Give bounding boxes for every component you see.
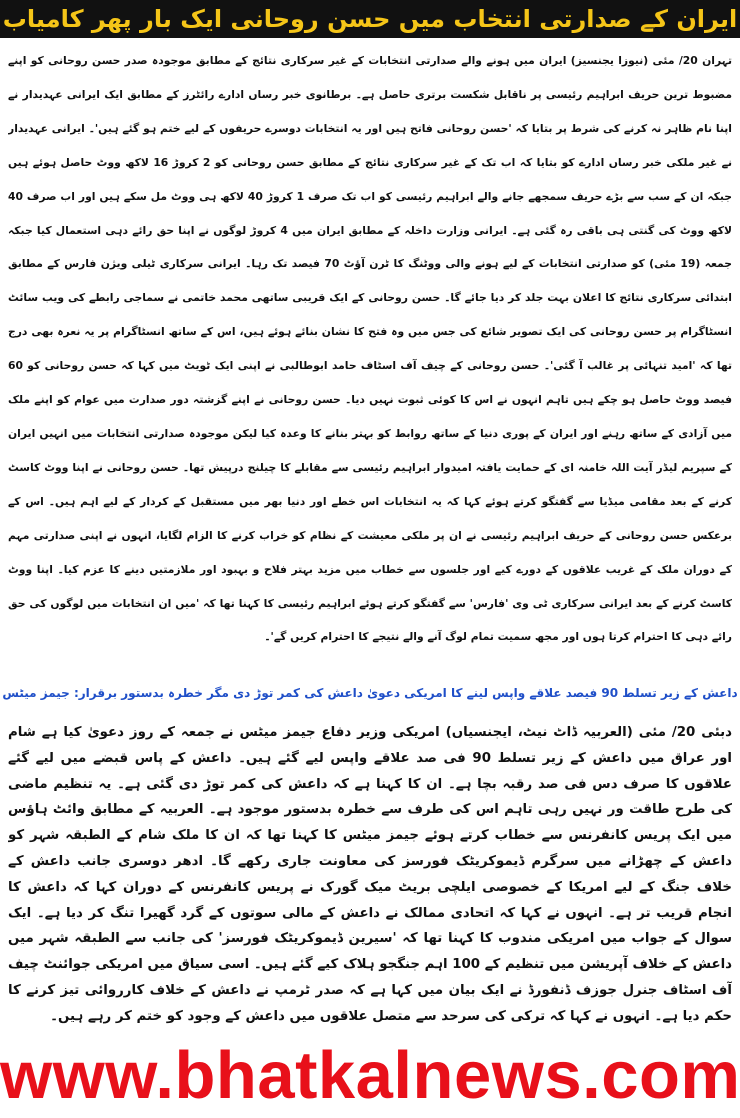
- main-headline: ایران کے صدارتی انتخاب میں حسن روحانی ایک بار پھر کامیاب: [2, 5, 738, 33]
- article2-headline: داعش کے زیر تسلط 90 فیصد علاقے واپس لینے کا امریکی دعویٰ داعش کی کمر توڑ دی مگر خطرہ بدستور برقرار: جیمز میٹس: [2, 686, 738, 700]
- article2-body: دبئی 20/ مئی (العربیہ ڈاٹ نیٹ، ایجنسیاں) امریکی وزیر دفاع جیمز میٹس نے جمعہ کے روز دعویٰ کیا ہے شام اور عراق میں داعش کے زیر تسلط 90 فی صد علاقے واپس لیے گئے ہیں۔ داعش کے پاس قبضے میں لیے گئے علاقوں کا صرف دس فی صد رقبہ بچا ہے۔ ان کا کہنا ہے کہ داعش کی کمر توڑ دی گئی ہے۔ یہ تنظیم ماضی کی طرح طاقت ور نہیں رہی تاہم اس کی طرف سے خطرہ بدستور موجود ہے۔ العربیہ کے مطابق وائٹ ہاؤس میں ایک پریس کانفرنس سے خطاب کرتے ہوئے جیمز میٹس کا کہنا تھا کہ ان کا ملک شام کے الطبقہ شہر کو داعش کے چھڑانے میں سرگرم ڈیموکریٹک فورسز کی معاونت جاری رکھے گا۔ ادھر دوسری جانب داعش کے خلاف جنگ کے لیے امریکا کے خصوصی ایلچی بریٹ میک گورک نے پریس کانفرنس کے دوران کہا کہ داعش کا انجام قریب تر ہے۔ انہوں نے کہا کہ اتحادی ممالک نے داعش کے مالی سوتوں کے گرد گھیرا تنگ کر دیا ہے۔ ایک سوال کے جواب میں امریکی مندوب کا کہنا تھا کہ 'سیرین ڈیموکریٹک فورسز' کی جانب سے الطبقہ شہر میں داعش کے خلاف آپریشن میں تنظیم کے 100 اہم جنگجو ہلاک کیے گئے ہیں۔ اسی سیاق میں امریکی جوائنٹ چیف آف اسٹاف جنرل جوزف ڈنفورڈ نے ایک بیان میں کہا ہے کہ صدر ٹرمپ نے داعش کے خلاف کارروائی تیز کرنے کا حکم دیا ہے۔ انہوں نے کہا کہ ترکی کی سرحد سے متصل علاقوں میں داعش کے وجود کو ختم کر رہے ہیں۔: [8, 725, 732, 1024]
- website-footer: www.bhatkalnews.com: [0, 1038, 740, 1113]
- main-headline-banner: [0, 0, 740, 38]
- article1-body: تہران 20/ مئی (نیوزا یجنسیز) ایران میں ہونے والے صدارتی انتخابات کے غیر سرکاری نتائج کے مطابق موجودہ صدر حسن روحانی کو اپنے مضبوط ترین حریف ابراہیم رئیسی پر ناقابل شکست برتری حاصل ہے۔ برطانوی خبر رساں ادارے رائٹرز کے مطابق ایک ایرانی عہدیدار نے اپنا نام ظاہر نہ کرنے کی شرط پر بتایا کہ 'حسن روحانی فاتح ہیں اور یہ انتخابات دوسرے حریفوں کے لیے ختم ہو گئے ہیں'۔ ایرانی عہدیدار نے غیر ملکی خبر رساں ادارے کو بتایا کہ اب تک کے غیر سرکاری نتائج کے مطابق حسن روحانی کو 2 کروڑ 16 لاکھ ووٹ حاصل ہوئے ہیں جبکہ ان کے سب سے بڑے حریف سمجھے جانے والے ابراہیم رئیسی کو اب تک صرف 1 کروڑ 40 لاکھ ہی ووٹ مل سکے ہیں اور اب صرف 40 لاکھ ووٹ کی گنتی ہی باقی رہ گئی ہے۔ ایرانی وزارت داخلہ کے مطابق ایران میں 4 کروڑ لوگوں نے اپنا حق رائے دہی استعمال کیا جبکہ جمعہ (19 مئی) کو صدارتی انتخابات کے لیے ہونے والی ووٹنگ کا ٹرن آؤٹ 70 فیصد تک رہا۔ ایرانی سرکاری ٹیلی ویژن فارس کے مطابق ابتدائی سرکاری نتائج کا اعلان بہت جلد کر دیا جائے گا۔ حسن روحانی کے ایک قریبی ساتھی محمد خاتمی نے سماجی رابطے کی ویب سائٹ انسٹاگرام پر حسن روحانی کی ایک تصویر شائع کی جس میں وہ فتح کا نشان بنائے ہوئے ہیں، اس کے ساتھ انسٹاگرام پر یہ نعرہ بھی درج تھا کہ 'امید تنہائی پر غالب آ گئی'۔ حسن روحانی کے چیف آف اسٹاف حامد ابوطالبی نے اپنی ایک ٹویٹ میں کہا کہ حسن روحانی کو 60 فیصد ووٹ حاصل ہو چکے ہیں تاہم انہوں نے اس کا کوئی ثبوت نہیں دیا۔ حسن روحانی نے اپنے گزشتہ دور صدارت میں عوام کو اپنے ملک میں آزادی کے ساتھ رہنے اور ایران کے پوری دنیا کے ساتھ روابط کو بہتر بنانے کا وعدہ کیا لیکن موجودہ صدارتی انتخابات میں انہیں ایران کے سپریم لیڈر آیت اللہ خامنہ ای کے حمایت یافتہ امیدوار ابراہیم رئیسی سے مقابلے کا چیلنج درپیش تھا۔ حسن روحانی نے اپنا ووٹ کاسٹ کرنے کے بعد مقامی میڈیا سے گفتگو کرتے ہوئے کہا کہ یہ انتخابات اس خطے اور دنیا بھر میں مستقبل کے کردار کے لیے اہم ہیں۔ اس کے برعکس حسن روحانی کے حریف ابراہیم رئیسی نے ان پر ملکی معیشت کے نظام کو خراب کرنے کا الزام لگایا، انہوں نے اپنی صدارتی مہم کے دوران ملک کے غریب علاقوں کے دورے کیے اور جلسوں سے خطاب میں مزید بہتر فلاح و بہبود اور ملازمتیں دینے کا عزم کیا۔ اپنا ووٹ کاسٹ کرنے کے بعد ایرانی سرکاری ٹی وی 'فارس' سے گفتگو کرتے ہوئے ابراہیم رئیسی کا کہنا تھا کہ 'میں ان انتخابات میں لوگوں کی حق رائے دہی کا احترام کرتا ہوں اور مجھ سمیت تمام لوگ آنے والے نتیجے کا احترام کریں گے'۔: [8, 54, 732, 644]
